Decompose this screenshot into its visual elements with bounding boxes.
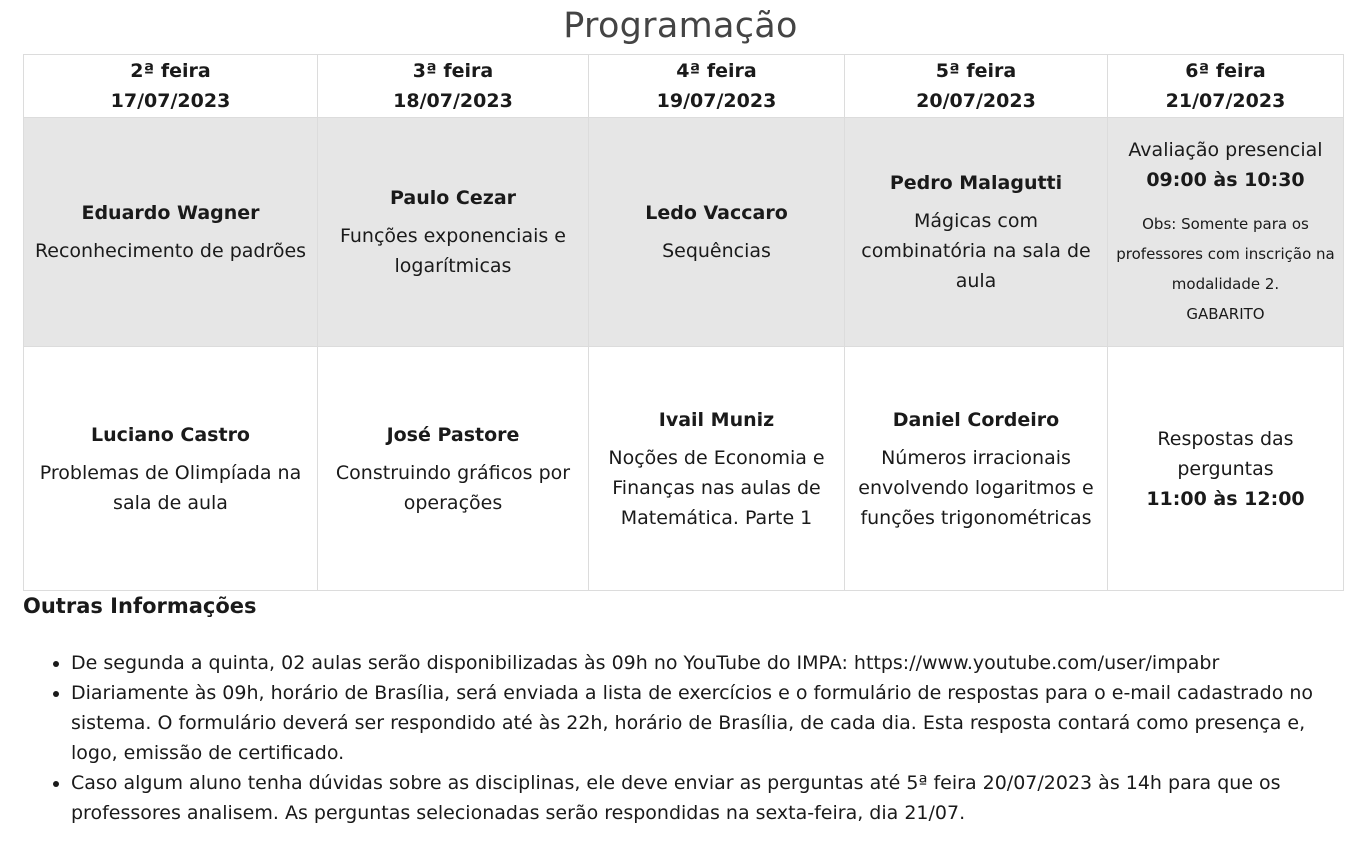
day-weekday: 3ª feira: [412, 60, 494, 82]
day-header: [589, 55, 845, 118]
lecturer-name: Eduardo Wagner: [81, 202, 260, 224]
class-topic: Problemas de Olimpíada na sala de aula: [39, 461, 302, 514]
class-cell: [589, 118, 845, 347]
class-topic: Reconhecimento de padrões: [34, 240, 307, 262]
lecturer-name: Ivail Muniz: [658, 408, 775, 431]
other-info-list: [23, 648, 1343, 828]
lecturer-name: Paulo Cezar: [389, 187, 517, 209]
lecturer-name: Pedro Malagutti: [889, 172, 1063, 194]
gabarito-link[interactable]: GABARITO: [1186, 305, 1265, 323]
class-cell: [318, 347, 589, 591]
day-header: [845, 55, 1108, 118]
day-header: [318, 55, 589, 118]
class-cell: [845, 118, 1108, 347]
day-date: 18/07/2023: [393, 90, 513, 112]
class-cell: [24, 347, 318, 591]
class-topic: Construindo gráficos por operações: [335, 461, 571, 514]
list-item: • Caso algum aluno tenha dúvidas sobre as disciplinas, ele deve enviar as perguntas até 5ª feira 20/07/2023 às 14h para que os professores analisem. As perguntas selecionadas serão respondidas na sexta-feira, dia 21/07.: [71, 768, 1343, 828]
list-item: • Diariamente às 09h, horário de Brasília, será enviada a lista de exercícios e o formulário de respostas para o e-mail cadastrado no sistema. O formulário deverá ser respondido até às 22h, horário de Brasília, de cada dia. Esta resposta contará como presença e, logo, emissão de certificado.: [71, 678, 1343, 768]
answers-cell: [1108, 347, 1344, 591]
lecturer-name: Daniel Cordeiro: [892, 408, 1060, 431]
table-header-row: [24, 55, 1344, 118]
class-topic: Funções exponenciais e logarítmicas: [339, 225, 566, 277]
day-weekday: 2ª feira: [130, 60, 211, 82]
class-cell: [845, 347, 1108, 591]
answers-label: Respostas das perguntas: [1157, 427, 1294, 480]
answers-time: 11:00 às 12:00: [1146, 487, 1305, 510]
assessment-label: Avaliação presencial: [1128, 139, 1323, 161]
class-topic: Números irracionais envolvendo logaritmos e funções trigonométricas: [858, 446, 1094, 529]
list-item: • De segunda a quinta, 02 aulas serão disponibilizadas às 09h no YouTube do IMPA: https://www.youtube.com/user/impabr: [71, 648, 1343, 678]
schedule-table: [23, 54, 1344, 591]
day-date: 17/07/2023: [110, 90, 231, 112]
day-weekday: 5ª feira: [935, 60, 1017, 82]
assessment-time: 09:00 às 10:30: [1146, 169, 1305, 191]
day-date: 21/07/2023: [1165, 90, 1286, 112]
lecturer-name: Ledo Vaccaro: [645, 202, 788, 224]
day-date: 20/07/2023: [916, 90, 1036, 112]
class-topic: Mágicas com combinatória na sala de aula: [861, 210, 1091, 292]
lecturer-name: Luciano Castro: [90, 423, 250, 446]
page-title: Programação: [563, 6, 798, 46]
assessment-cell: [1108, 118, 1344, 347]
day-weekday: 4ª feira: [676, 60, 757, 82]
other-info-heading: Outras Informações: [23, 594, 257, 618]
assessment-note: Obs: Somente para os professores com inscrição na modalidade 2.: [1116, 215, 1335, 293]
table-row: [24, 118, 1344, 347]
day-header: [1108, 55, 1344, 118]
day-weekday: 6ª feira: [1185, 60, 1266, 82]
class-topic: Noções de Economia e Finanças nas aulas de Matemática. Parte 1: [608, 446, 825, 529]
day-header: [24, 55, 318, 118]
lecturer-name: José Pastore: [386, 423, 520, 446]
class-cell: [589, 347, 845, 591]
day-date: 19/07/2023: [656, 90, 777, 112]
class-cell: [24, 118, 318, 347]
class-cell: [318, 118, 589, 347]
class-topic: Sequências: [662, 240, 771, 262]
table-row: [24, 347, 1344, 591]
